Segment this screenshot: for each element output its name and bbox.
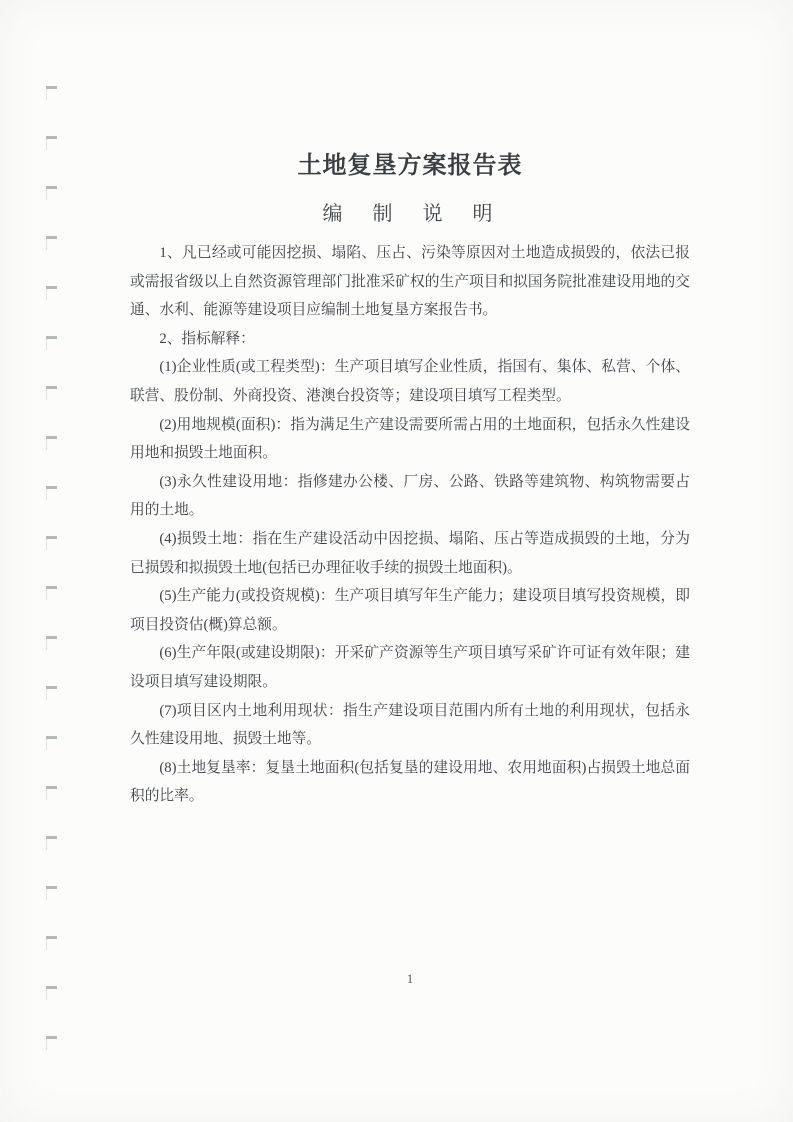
binding-mark bbox=[46, 736, 57, 739]
binding-mark bbox=[46, 636, 57, 639]
paragraph-item-6: (6)生产年限(或建设期限)：开采矿产资源等生产项目填写采矿许可证有效年限；建设项目填写建设期限。 bbox=[130, 645, 690, 690]
paragraph-item-2: (2)用地规模(面积)：指为满足生产建设需要所需占用的土地面积，包括永久性建设用地和损毁土地面积。 bbox=[130, 416, 690, 462]
binding-mark bbox=[46, 386, 57, 389]
binding-mark bbox=[46, 536, 57, 539]
page-number: 1 bbox=[406, 971, 414, 986]
document-body bbox=[130, 239, 690, 811]
binding-mark bbox=[46, 886, 57, 889]
paragraph-item-1: (1)企业性质(或工程类型)：生产项目填写企业性质，指国有、集体、私营、个体、联营、股份制、外商投资、港澳台投资等；建设项目填写工程类型。 bbox=[130, 359, 690, 404]
binding-mark bbox=[46, 686, 57, 689]
page-subtitle: 编 制 说 明 bbox=[322, 203, 498, 225]
page-title: 土地复垦方案报告表 bbox=[297, 153, 523, 179]
binding-mark bbox=[46, 586, 57, 589]
paragraph-1: 1、凡已经或可能因挖损、塌陷、压占、污染等原因对土地造成损毁的，依法已报或需报省级以上自然资源管理部门批准采矿权的生产项目和拟国务院批准建设用地的交通、水利、能源等建设项目应编制土地复垦方案报告书。 bbox=[130, 245, 690, 319]
paragraph-item-5: (5)生产能力(或投资规模)：生产项目填写年生产能力；建设项目填写投资规模，即项目投资估(概)算总额。 bbox=[130, 588, 690, 633]
paragraph-2: 2、指标解释： bbox=[159, 330, 255, 347]
binding-mark bbox=[46, 286, 57, 289]
binding-mark bbox=[46, 986, 57, 989]
binding-mark bbox=[46, 186, 57, 189]
binding-mark bbox=[46, 786, 57, 789]
binding-mark bbox=[46, 936, 57, 939]
binding-mark bbox=[46, 86, 57, 89]
binding-mark bbox=[46, 436, 57, 439]
paragraph-item-8: (8)土地复垦率：复垦土地面积(包括复垦的建设用地、农用地面积)占损毁土地总面积的比率。 bbox=[130, 759, 690, 805]
document-content bbox=[130, 0, 690, 811]
binding-mark bbox=[46, 236, 57, 239]
binding-mark bbox=[46, 336, 57, 339]
binding-mark bbox=[46, 836, 57, 839]
paragraph-item-7: (7)项目区内土地利用现状：指生产建设项目范围内所有土地的利用现状，包括永久性建设用地、损毁土地等。 bbox=[130, 702, 690, 748]
binding-mark bbox=[46, 486, 57, 489]
paragraph-item-4: (4)损毁土地：指在生产建设活动中因挖损、塌陷、压占等造成损毁的土地，分为已损毁和拟损毁土地(包括已办理征收手续的损毁土地面积)。 bbox=[130, 530, 690, 576]
binding-mark bbox=[46, 1036, 57, 1039]
binding-mark bbox=[46, 136, 57, 139]
paragraph-item-3: (3)永久性建设用地：指修建办公楼、厂房、公路、铁路等建筑物、构筑物需要占用的土地。 bbox=[130, 473, 690, 519]
